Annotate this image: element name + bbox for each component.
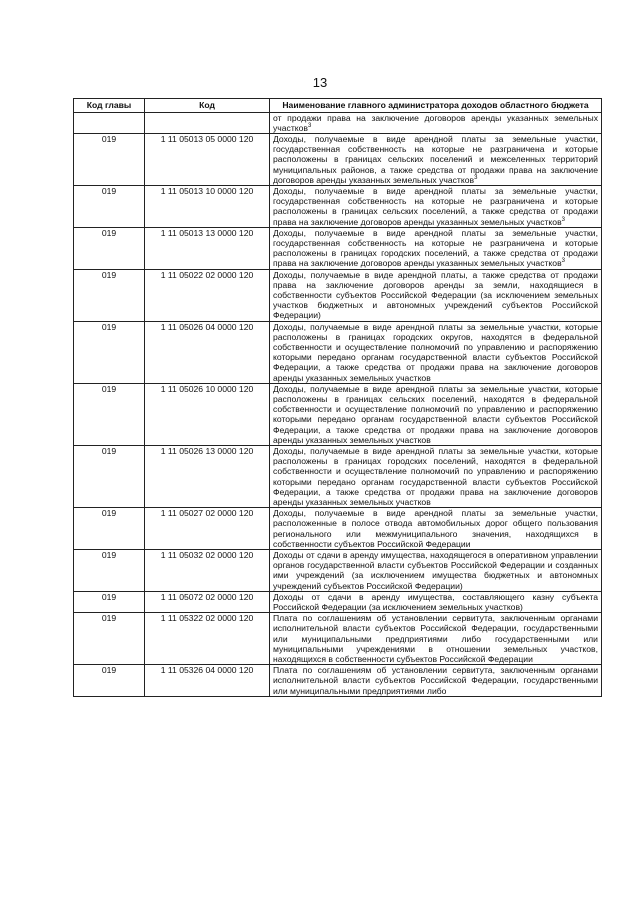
chapter-code-cell: 019 <box>74 613 145 665</box>
revenue-name-text: Доходы, получаемые в виде арендной платы за земельные участки, государственная собственность на которые не разграничена и которые расположены в границах городских поселений, а также средства от продажи права на заключение договоров аренды указанных земельных участков <box>273 227 598 269</box>
chapter-code-cell: 019 <box>74 508 145 550</box>
revenue-code-cell: 1 11 05026 13 0000 120 <box>145 446 270 508</box>
revenue-name-text: Доходы, получаемые в виде арендной платы за земельные участки, государственная собственность на которые не разграничена и которые расположены в границах сельских поселений и межселенных территорий муниципальных районов, а также средства от продажи права на заключение договоров аренды указанных земельных участков <box>273 133 598 185</box>
chapter-code-cell: 019 <box>74 185 145 227</box>
revenue-name-text: Плата по соглашениям об установлении сервитута, заключенным органами исполнительной власти субъектов Российской Федерации, государственными или муниципальными предприятиями либо государственными или муниципальными учреждениями в отношении земельных участков, находящихся в собственности субъектов Российской Федерации <box>273 613 598 665</box>
table-row <box>74 321 602 383</box>
revenue-code-cell: 1 11 05013 05 0000 120 <box>145 133 270 185</box>
revenue-code-cell: 1 11 05027 02 0000 120 <box>145 508 270 550</box>
chapter-code-cell: 019 <box>74 550 145 592</box>
revenue-name-cell <box>270 508 602 550</box>
revenue-name-cell <box>270 665 602 697</box>
chapter-code-cell: 019 <box>74 665 145 697</box>
footnote-mark: 3 <box>561 258 565 265</box>
revenue-name-text: Доходы, получаемые в виде арендной платы за земельные участки, государственная собственность на которые не разграничена и которые расположены в границах сельских поселений, а также средства от продажи права на заключение договоров аренды указанных земельных участков <box>273 185 598 227</box>
revenue-name-text: Доходы, получаемые в виде арендной платы за земельные участки, расположенные в полосе отвода автомобильных дорог общего пользования регионального или межмуниципального значения, находящихся в собственности субъектов Российской Федерации <box>273 508 598 549</box>
revenue-name-cell <box>270 383 602 445</box>
revenue-name-text: Плата по соглашениям об установлении сервитута, заключенным органами исполнительной власти субъектов Российской Федерации, государственными или муниципальными предприятиями либо <box>273 665 598 696</box>
revenue-name-text: Доходы, получаемые в виде арендной платы за земельные участки, которые расположены в границах сельских поселений, находятся в федеральной собственности и осуществление полномочий по управлению и распоряжению которыми передано органам государственной власти субъектов Российской Федерации, а также средства от продажи права на заключение договоров аренды указанных земельных участков <box>273 383 598 445</box>
revenue-name-text: Доходы, получаемые в виде арендной платы за земельные участки, которые расположены в границах городских округов, находятся в федеральной собственности и осуществление полномочий по управлению и распоряжению которыми передано органам государственной власти субъектов Российской Федерации, а также средства от продажи права на заключение договоров аренды указанных земельных участков <box>273 321 598 383</box>
table-body <box>74 112 602 696</box>
revenue-code-cell: 1 11 05026 10 0000 120 <box>145 383 270 445</box>
footnote-mark: 3 <box>474 174 478 181</box>
revenue-code-cell: 1 11 05013 10 0000 120 <box>145 185 270 227</box>
table-row <box>74 185 602 227</box>
revenue-code-cell: 1 11 05322 02 0000 120 <box>145 613 270 665</box>
revenue-name-text: Доходы, получаемые в виде арендной платы, а также средства от продажи права на заключение договоров аренды за земли, находящиеся в собственности субъектов Российской Федерации (за исключением земельных участков бюджетных и автономных учреждений субъектов Российской Федерации) <box>273 269 598 321</box>
footnote-mark: 3 <box>308 122 312 129</box>
table-row <box>74 227 602 269</box>
revenue-name-cell <box>270 446 602 508</box>
revenue-code-cell: 1 11 05022 02 0000 120 <box>145 269 270 321</box>
revenue-name-cell <box>270 269 602 321</box>
revenue-name-cell <box>270 112 602 133</box>
header-code: Код <box>145 99 270 113</box>
table-row <box>74 112 602 133</box>
revenue-name-cell <box>270 227 602 269</box>
header-name: Наименование главного администратора доходов областного бюджета <box>270 99 602 113</box>
table-row <box>74 613 602 665</box>
revenue-name-cell <box>270 591 602 612</box>
chapter-code-cell: 019 <box>74 133 145 185</box>
chapter-code-cell <box>74 112 145 133</box>
revenue-name-text: Доходы от сдачи в аренду имущества, составляющего казну субъекта Российской Федерации (за исключением земельных участков) <box>273 591 598 613</box>
revenue-name-cell <box>270 185 602 227</box>
chapter-code-cell: 019 <box>74 591 145 612</box>
header-chapter-code: Код главы <box>74 99 145 113</box>
revenue-name-text: Доходы, получаемые в виде арендной платы за земельные участки, которые расположены в границах городских поселений, находятся в федеральной собственности и осуществление полномочий по управлению и распоряжению которыми передано органам государственной власти субъектов Российской Федерации, а также средства от продажи права на заключение договоров аренды указанных земельных участков <box>273 446 598 508</box>
table-row <box>74 550 602 592</box>
table-row <box>74 508 602 550</box>
footnote-mark: 3 <box>561 216 565 223</box>
revenue-name-cell <box>270 613 602 665</box>
revenue-code-cell: 1 11 05013 13 0000 120 <box>145 227 270 269</box>
revenue-name-cell <box>270 133 602 185</box>
revenue-code-cell <box>145 112 270 133</box>
revenue-administrators-table <box>73 98 602 697</box>
chapter-code-cell: 019 <box>74 383 145 445</box>
revenue-name-text: Доходы от сдачи в аренду имущества, находящегося в оперативном управлении органов государственной власти субъектов Российской Федерации и созданных ими учреждений (за исключением имущества бюджетных и автономных учреждений субъектов Российской Федерации) <box>273 550 598 591</box>
chapter-code-cell: 019 <box>74 446 145 508</box>
chapter-code-cell: 019 <box>74 227 145 269</box>
page-number: 13 <box>312 75 328 90</box>
revenue-name-cell <box>270 550 602 592</box>
table-row <box>74 133 602 185</box>
table-header-row <box>74 99 602 113</box>
revenue-name-cell <box>270 321 602 383</box>
table-row <box>74 383 602 445</box>
table-row <box>74 591 602 612</box>
chapter-code-cell: 019 <box>74 321 145 383</box>
revenue-code-cell: 1 11 05326 04 0000 120 <box>145 665 270 697</box>
revenue-code-cell: 1 11 05032 02 0000 120 <box>145 550 270 592</box>
table-row <box>74 269 602 321</box>
table-row <box>74 665 602 697</box>
revenue-name-text: от продажи права на заключение договоров аренды указанных земельных участков <box>273 112 598 133</box>
revenue-code-cell: 1 11 05026 04 0000 120 <box>145 321 270 383</box>
chapter-code-cell: 019 <box>74 269 145 321</box>
revenue-code-cell: 1 11 05072 02 0000 120 <box>145 591 270 612</box>
table-row <box>74 446 602 508</box>
